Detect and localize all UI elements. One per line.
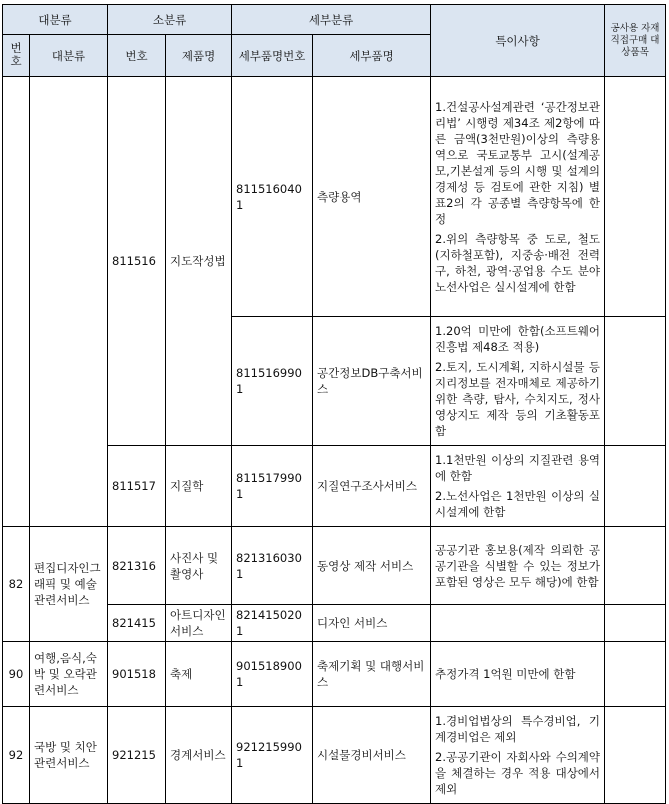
minor-no: 811517 [108, 446, 166, 527]
remark-item: 2.노선사업은 1천만원 이상의 실시설계에 한함 [435, 489, 601, 519]
header-detail: 세부분류 [232, 5, 431, 35]
direct-purchase-cell [605, 605, 666, 642]
remark-item: 1.경비업법상의 특수경비업, 기계경비업은 제외 [435, 714, 601, 744]
group-no: 92 [3, 707, 30, 804]
remark-item: 2.위의 측량항목 중 도로, 철도(지하철포함), 지중송·배전 전력구, 하천, 광역·공업용 수도 분야 노선사업은 실시설계에 한함 [435, 231, 601, 294]
header-detail-name: 세부품명 [313, 35, 431, 77]
direct-purchase-cell [605, 446, 666, 527]
remark-item: 공공기관 홍보용(제작 의뢰한 공공기관을 식별할 수 있는 정보가 포함된 영상은 모두 해당)에 한함 [435, 542, 601, 589]
direct-purchase-cell [605, 707, 666, 804]
detail-name: 측량용역 [313, 77, 431, 317]
detail-name: 시설물경비서비스 [313, 707, 431, 804]
header-minor-no: 번호 [108, 35, 166, 77]
group-name [30, 77, 108, 527]
table-row [3, 642, 666, 707]
remarks-cell [431, 527, 605, 605]
remark-item: 1.20억 미만에 한함(소프트웨어진흥법 제48조 적용) [435, 324, 601, 354]
header-remarks: 특이사항 [431, 5, 605, 77]
header-product: 제품명 [166, 35, 232, 77]
detail-name: 지질연구조사서비스 [313, 446, 431, 527]
minor-no: 821316 [108, 527, 166, 605]
remark-item: 2.공공기관이 자회사와 수의계약을 체결하는 경우 적용 대상에서 제외 [435, 750, 601, 796]
minor-name: 축제 [166, 642, 232, 707]
group-no: 90 [3, 642, 30, 707]
minor-name: 사진사 및 촬영사 [166, 527, 232, 605]
direct-purchase-cell [605, 317, 666, 446]
remarks-cell [431, 605, 605, 642]
minor-no: 811516 [108, 77, 166, 446]
detail-no: 9015189001 [232, 642, 313, 707]
direct-purchase-cell [605, 77, 666, 317]
minor-name: 경계서비스 [166, 707, 232, 804]
header-row-1 [3, 5, 666, 35]
remark-item: 추정가격 1억원 미만에 한함 [435, 667, 576, 681]
remarks-cell [431, 77, 605, 317]
group-name: 여행,음식,숙박 및 오락관련서비스 [30, 642, 108, 707]
table-row [3, 77, 666, 317]
detail-name: 디자인 서비스 [313, 605, 431, 642]
detail-no: 8115179901 [232, 446, 313, 527]
minor-no: 901518 [108, 642, 166, 707]
header-major: 대분류 [3, 5, 108, 35]
direct-purchase-cell [605, 642, 666, 707]
minor-name: 아트디자인서비스 [166, 605, 232, 642]
remarks-cell [431, 707, 605, 804]
group-no: 82 [3, 527, 30, 642]
detail-no: 8214150201 [232, 605, 313, 642]
procurement-table [2, 4, 666, 804]
group-name: 국방 및 치안관련서비스 [30, 707, 108, 804]
table-row [3, 707, 666, 804]
header-minor: 소분류 [108, 5, 232, 35]
minor-no: 821415 [108, 605, 166, 642]
table-row [3, 527, 666, 605]
remarks-cell [431, 317, 605, 446]
group-name: 편집디자인그래픽 및 예술관련서비스 [30, 527, 108, 642]
detail-no: 8213160301 [232, 527, 313, 605]
remarks-cell [431, 642, 605, 707]
header-detail-no: 세부품명번호 [232, 35, 313, 77]
minor-name: 지질학 [166, 446, 232, 527]
detail-no: 8115160401 [232, 77, 313, 317]
direct-purchase-cell [605, 527, 666, 605]
remarks-cell [431, 446, 605, 527]
detail-name: 동영상 제작 서비스 [313, 527, 431, 605]
remark-item: 1.1천만원 이상의 지질관련 용역에 한함 [435, 453, 601, 483]
group-no [3, 77, 30, 527]
header-no: 번호 [3, 35, 30, 77]
detail-no: 8115169901 [232, 317, 313, 446]
header-direct-purchase: 공사용 자재 직접구매 대상품목 [605, 5, 666, 77]
minor-name: 지도작성법 [166, 77, 232, 446]
detail-name: 축제기획 및 대행서비스 [313, 642, 431, 707]
remark-item: 1.건설공사설계관련 ‘공간정보관리법’ 시행령 제34조 제2항에 따른 금액(3천만원)이상의 측량용역으로 국토교통부 고시(설계공모,기본설계 등의 시행 및 설계의 경제성 등 검토에 관한 지침) 별표2의 각 공종별 측량항목에 한정 [435, 99, 601, 226]
detail-name: 공간정보DB구축서비스 [313, 317, 431, 446]
minor-no: 921215 [108, 707, 166, 804]
remark-item: 2.토지, 도시계획, 지하시설물 등 지리정보를 전자매체로 제공하기 위한 측량, 탐사, 수치지도, 정사 영상지도 제작 등의 기초활동포함 [435, 360, 601, 438]
detail-no: 9212159901 [232, 707, 313, 804]
header-major-name: 대분류 [30, 35, 108, 77]
